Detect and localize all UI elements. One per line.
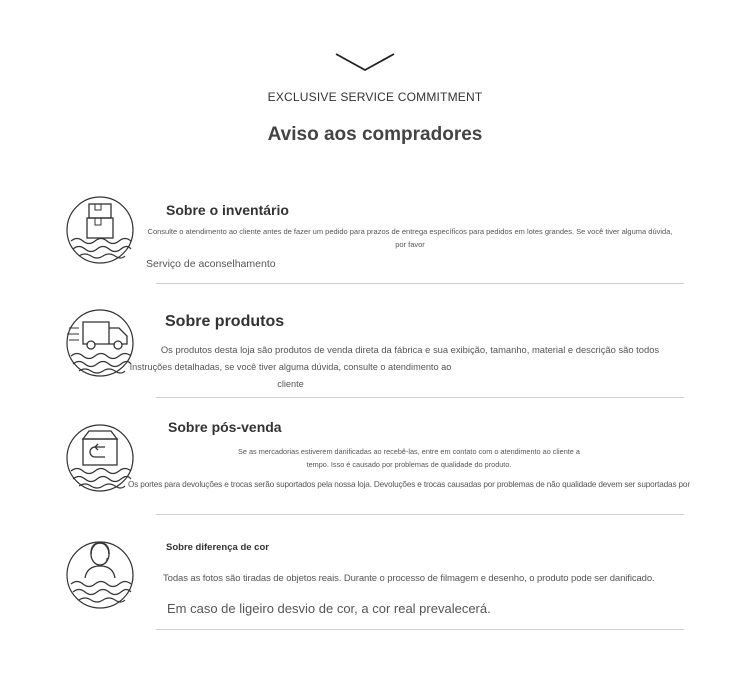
item-desc-after-sales-line3: Os portes para devoluções e trocas serão suportados pela nossa loja. Devoluções e trocas causadas por problemas de não qualidade devem ser suportadas por — [128, 480, 690, 489]
chevron-down-icon — [335, 50, 395, 74]
item-title-color-difference: Sobre diferença de cor — [166, 542, 269, 553]
divider — [156, 397, 684, 398]
item-desc-products-line3: cliente — [277, 379, 304, 389]
page-title: Aviso aos compradores — [267, 124, 483, 145]
divider — [156, 629, 684, 630]
item-desc-after-sales-line2: tempo. Isso é causado por problemas de qualidade do produto. — [306, 460, 512, 469]
item-title-inventory: Sobre o inventário — [166, 202, 289, 218]
item-note-inventory: Serviço de aconselhamento — [146, 258, 276, 270]
divider — [156, 283, 684, 284]
section-kicker: EXCLUSIVE SERVICE COMMITMENT — [267, 90, 483, 104]
customer-service-agent-icon — [65, 540, 135, 610]
item-desc-color-difference-line2: Em caso de ligeiro desvio de cor, a cor real prevalecerá. — [167, 601, 491, 616]
return-box-icon — [65, 423, 135, 493]
item-desc-products-line1: Os produtos desta loja são produtos de venda direta da fábrica e sua exibição, tamanho, material e descrição são todos — [160, 344, 660, 355]
item-desc-color-difference-line1: Todas as fotos são tiradas de objetos reais. Durante o processo de filmagem e desenho, o produto pode ser danificado. — [163, 573, 655, 584]
item-desc-inventory-line2: por favor — [395, 240, 425, 249]
delivery-truck-icon — [65, 308, 135, 378]
item-desc-after-sales-line1: Se as mercadorias estiverem danificadas ao recebê-las, entre em contato com o atendimento ao cliente a — [238, 447, 580, 456]
item-desc-products-line2: Instruções detalhadas, se você tiver alguma dúvida, consulte o atendimento ao — [129, 362, 452, 372]
item-title-products: Sobre produtos — [165, 313, 285, 330]
item-desc-inventory-line1: Consulte o atendimento ao cliente antes de fazer um pedido para prazos de entrega específicos para pedidos em lotes grandes. Se você tiver alguma dúvida, — [147, 227, 673, 236]
divider — [156, 514, 684, 515]
box-waves-icon — [65, 195, 135, 265]
item-title-after-sales: Sobre pós-venda — [168, 419, 282, 435]
